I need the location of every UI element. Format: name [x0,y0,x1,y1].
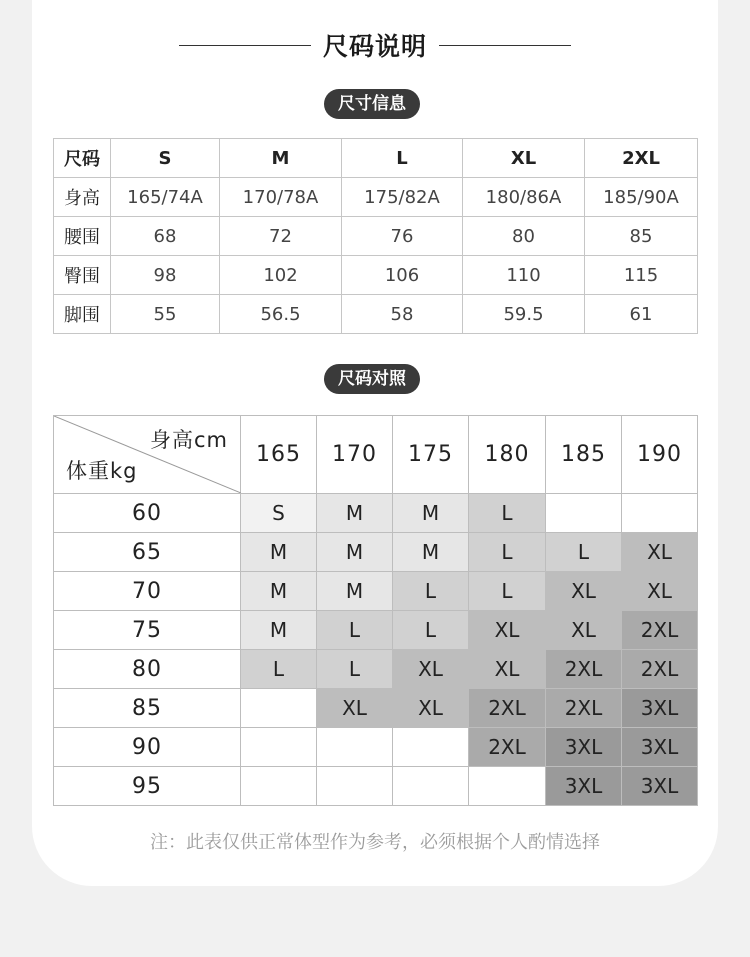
title-row [0,22,750,68]
size-chart-row [54,533,698,572]
size-info-row [54,295,698,334]
size-info-row [54,256,698,295]
size-value-cell: 58 [342,295,463,334]
size-value-cell: 170/78A [220,178,342,217]
size-chart-cell: XL [469,650,546,689]
weight-row-label: 70 [54,572,241,611]
size-value-cell: L [342,139,463,178]
size-chart-row [54,650,698,689]
footnote: 注：此表仅供正常体型作为参考，必须根据个人酌情选择 [150,832,600,853]
height-column-header: 165 [241,416,317,494]
height-axis-label: 身高cm [149,428,228,452]
size-chart-cell: L [469,533,546,572]
size-chart-cell: 2XL [546,689,622,728]
size-chart-cell: M [393,494,469,533]
height-column-header: 190 [622,416,698,494]
size-value-cell: 72 [220,217,342,256]
diagonal-header-cell [54,416,241,494]
size-value-cell: S [111,139,220,178]
size-chart-cell: XL [317,689,393,728]
size-info-row [54,217,698,256]
size-value-cell: 55 [111,295,220,334]
size-value-cell: 185/90A [585,178,698,217]
row-label-cell: 臀围 [54,256,111,295]
weight-row-label: 95 [54,767,241,806]
size-chart-cell: M [241,533,317,572]
row-label-cell: 身高 [54,178,111,217]
size-chart-cell: M [317,494,393,533]
size-value-cell: XL [463,139,585,178]
size-chart-cell: M [241,572,317,611]
size-chart-cell [241,728,317,767]
size-info-table [53,138,698,334]
size-chart-cell: M [317,533,393,572]
size-value-cell: 98 [111,256,220,295]
size-chart-cell: M [393,533,469,572]
title-left-rule [179,45,311,46]
size-chart-cell [241,767,317,806]
size-chart-cell [241,689,317,728]
size-chart-cell: 2XL [469,728,546,767]
height-column-header: 170 [317,416,393,494]
weight-row-label: 65 [54,533,241,572]
size-chart-cell: 2XL [546,650,622,689]
row-label-cell: 腰围 [54,217,111,256]
size-chart-cell: XL [469,611,546,650]
weight-row-label: 80 [54,650,241,689]
size-value-cell: 80 [463,217,585,256]
size-value-cell: 110 [463,256,585,295]
size-chart-badge: 尺码对照 [324,364,420,394]
size-chart-cell: 3XL [622,728,698,767]
size-chart-cell: 2XL [622,611,698,650]
size-chart-cell: M [241,611,317,650]
size-chart-cell: 3XL [546,767,622,806]
size-chart-cell: 3XL [622,767,698,806]
size-chart-row [54,572,698,611]
size-chart-row [54,728,698,767]
weight-row-label: 90 [54,728,241,767]
size-value-cell: 175/82A [342,178,463,217]
height-column-header: 175 [393,416,469,494]
size-chart-cell: 3XL [546,728,622,767]
size-chart-row [54,689,698,728]
size-chart-cell: 2XL [622,650,698,689]
size-chart-row [54,767,698,806]
size-chart-cell [317,728,393,767]
size-chart-cell: XL [393,650,469,689]
size-info-row [54,178,698,217]
size-chart-row [54,611,698,650]
size-header-row [54,139,698,178]
weight-row-label: 75 [54,611,241,650]
size-chart-cell: 2XL [469,689,546,728]
size-chart-cell [393,767,469,806]
size-chart-cell: L [469,494,546,533]
size-chart-cell: XL [546,572,622,611]
title-right-rule [439,45,571,46]
size-chart-cell: XL [546,611,622,650]
size-chart-cell: XL [393,689,469,728]
size-chart-cell: L [546,533,622,572]
size-chart-cell: L [393,611,469,650]
size-chart-cell: 3XL [622,689,698,728]
size-chart-cell [393,728,469,767]
height-column-header: 185 [546,416,622,494]
size-chart-cell [317,767,393,806]
size-value-cell: M [220,139,342,178]
size-chart-cell [622,494,698,533]
size-chart-cell [469,767,546,806]
size-value-cell: 68 [111,217,220,256]
size-chart-cell: S [241,494,317,533]
weight-row-label: 60 [54,494,241,533]
size-value-cell: 2XL [585,139,698,178]
size-value-cell: 85 [585,217,698,256]
size-value-cell: 180/86A [463,178,585,217]
size-value-cell: 106 [342,256,463,295]
size-chart-cell: M [317,572,393,611]
size-value-cell: 76 [342,217,463,256]
size-info-badge: 尺寸信息 [324,89,420,119]
row-label-cell: 尺码 [54,139,111,178]
size-chart-cell: L [241,650,317,689]
size-value-cell: 102 [220,256,342,295]
size-value-cell: 59.5 [463,295,585,334]
height-column-header: 180 [469,416,546,494]
row-label-cell: 脚围 [54,295,111,334]
size-chart-cell: XL [622,572,698,611]
size-chart-cell: XL [622,533,698,572]
size-chart-cell: L [317,650,393,689]
size-value-cell: 56.5 [220,295,342,334]
size-chart-cell [546,494,622,533]
size-chart-cell: L [317,611,393,650]
size-value-cell: 165/74A [111,178,220,217]
size-value-cell: 115 [585,256,698,295]
size-chart-row [54,494,698,533]
size-chart-table [53,415,698,806]
size-value-cell: 61 [585,295,698,334]
weight-axis-label: 体重kg [66,459,138,483]
size-chart-cell: L [469,572,546,611]
weight-row-label: 85 [54,689,241,728]
page-title: 尺码说明 [322,32,427,61]
size-chart-cell: L [393,572,469,611]
